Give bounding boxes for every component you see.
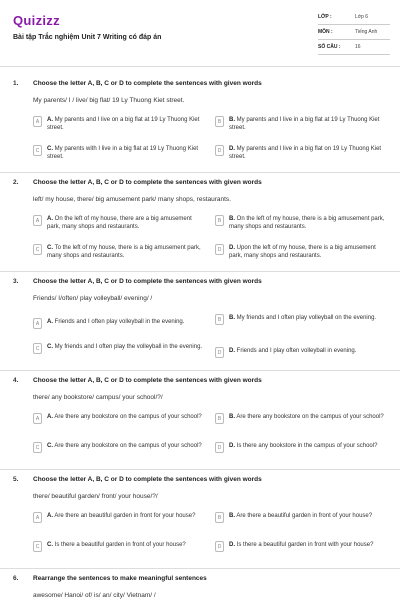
- divider: [0, 66, 400, 67]
- option-letter-badge: B: [215, 116, 224, 127]
- divider: [0, 568, 400, 569]
- option-c[interactable]: C C. Is there a beautiful garden in front of your house?: [33, 541, 203, 552]
- page-header: [0, 0, 400, 66]
- question-text: Choose the letter A, B, C or D to complete the sentences with given words: [33, 377, 262, 384]
- divider: [0, 370, 400, 371]
- option-a[interactable]: A A. Friends and I often play volleyball in the evening.: [33, 318, 203, 329]
- option-letter-badge: D: [215, 541, 224, 552]
- option-letter-badge: C: [33, 145, 42, 156]
- meta-row-subject: [318, 25, 390, 40]
- question-prompt: there/ any bookstore/ campus/ your school/?/: [33, 394, 163, 401]
- option-c[interactable]: C C. My parents with I live in a big flat at 19 Ly Thuong Kiet street.: [33, 145, 203, 161]
- option-a[interactable]: A A. Are there any bookstore on the campus of your school?: [33, 413, 203, 424]
- quizizz-logo: Quizizz: [13, 13, 60, 28]
- meta-label: MÔN :: [318, 29, 333, 35]
- divider: [0, 469, 400, 470]
- question-text: Choose the letter A, B, C or D to complete the sentences with given words: [33, 80, 262, 87]
- question-4: [0, 373, 400, 465]
- question-prompt: Friends/ I/often/ play volleyball/ evening/ /: [33, 295, 153, 302]
- option-letter-badge: D: [215, 442, 224, 453]
- meta-row-count: [318, 40, 390, 55]
- question-1: [0, 76, 400, 168]
- question-prompt: awesome/ Hanoi/ of/ is/ an/ city/ Vietnam/ /: [33, 592, 156, 599]
- option-d[interactable]: D D. Is there a beautiful garden in front with your house?: [215, 541, 385, 552]
- divider: [0, 271, 400, 272]
- option-c[interactable]: C C. Are there any bookstore on the campus of your school?: [33, 442, 203, 453]
- option-letter-badge: B: [215, 215, 224, 226]
- meta-row-class: [318, 10, 390, 25]
- question-number: 5.: [13, 476, 19, 483]
- meta-table: [318, 10, 390, 55]
- question-text: Choose the letter A, B, C or D to complete the sentences with given words: [33, 476, 262, 483]
- meta-label: LỚP :: [318, 14, 332, 20]
- option-d[interactable]: D D. Upon the left of my house, there is a big amusement park, many shops and restaurants.: [215, 244, 385, 260]
- option-letter-badge: C: [33, 244, 42, 255]
- option-a[interactable]: A A. Are there an beautiful garden in front for your house?: [33, 512, 203, 523]
- option-letter-badge: B: [215, 413, 224, 424]
- meta-value: Lớp 6: [355, 14, 369, 20]
- question-number: 3.: [13, 278, 19, 285]
- meta-value: 16: [355, 44, 361, 50]
- option-letter-badge: D: [215, 145, 224, 156]
- option-letter-badge: A: [33, 215, 42, 226]
- option-letter-badge: D: [215, 244, 224, 255]
- question-text: Rearrange the sentences to make meaningful sentences: [33, 575, 207, 582]
- option-b[interactable]: B B. My parents and I live in a big flat at 19 Ly Thuong Kiet street.: [215, 116, 385, 132]
- question-2: [0, 175, 400, 267]
- option-b[interactable]: B B. Are there a beautiful garden in front of your house?: [215, 512, 385, 523]
- option-b[interactable]: B B. Are there any bookstore on the campus of your school?: [215, 413, 385, 424]
- question-text: Choose the letter A, B, C or D to complete the sentences with given words: [33, 278, 262, 285]
- question-prompt: My parents/ I / live/ big flat/ 19 Ly Thuong Kiet street.: [33, 97, 185, 104]
- option-letter-badge: D: [215, 347, 224, 358]
- question-text: Choose the letter A, B, C or D to complete the sentences with given words: [33, 179, 262, 186]
- option-d[interactable]: D D. Friends and I play often volleyball in evening.: [215, 347, 385, 358]
- option-letter-badge: A: [33, 318, 42, 329]
- question-6: [0, 571, 400, 600]
- meta-label: SỐ CÂU :: [318, 44, 341, 50]
- question-number: 4.: [13, 377, 19, 384]
- question-number: 6.: [13, 575, 19, 582]
- question-3: [0, 274, 400, 366]
- option-letter-badge: B: [215, 314, 224, 325]
- meta-value: Tiếng Anh: [355, 29, 378, 35]
- question-prompt: left/ my house, there/ big amusement park/ many shops, restaurants.: [33, 196, 231, 203]
- option-b[interactable]: B B. On the left of my house, there is a big amusement park, many shops and restaurants.: [215, 215, 385, 231]
- question-number: 2.: [13, 179, 19, 186]
- option-c[interactable]: C C. To the left of my house, there is a big amusement park, many shops and restaurants.: [33, 244, 203, 260]
- option-letter-badge: A: [33, 116, 42, 127]
- question-prompt: there/ beautiful garden/ front/ your house/?/: [33, 493, 158, 500]
- option-b[interactable]: B B. My friends and I often play volleyball on the evening.: [215, 314, 385, 325]
- option-letter-badge: A: [33, 512, 42, 523]
- option-letter-badge: C: [33, 343, 42, 354]
- option-letter-badge: C: [33, 541, 42, 552]
- option-a[interactable]: A A. On the left of my house, there are a big amusement park, many shops and restaurants.: [33, 215, 203, 231]
- question-number: 1.: [13, 80, 19, 87]
- option-a[interactable]: A A. My parents and I live on a big flat at 19 Ly Thuong Kiet street.: [33, 116, 203, 132]
- option-d[interactable]: D D. My parents and I live in a big flat on 19 Ly Thuong Kiet street.: [215, 145, 385, 161]
- page-title: Bài tập Trắc nghiệm Unit 7 Writing có đáp án: [13, 34, 162, 41]
- option-letter-badge: C: [33, 442, 42, 453]
- option-d[interactable]: D D. Is there any bookstore in the campus of your school?: [215, 442, 385, 453]
- option-c[interactable]: C C. My friends and I often play the volleyball in the evening.: [33, 343, 203, 354]
- question-5: [0, 472, 400, 564]
- option-letter-badge: A: [33, 413, 42, 424]
- divider: [0, 172, 400, 173]
- option-letter-badge: B: [215, 512, 224, 523]
